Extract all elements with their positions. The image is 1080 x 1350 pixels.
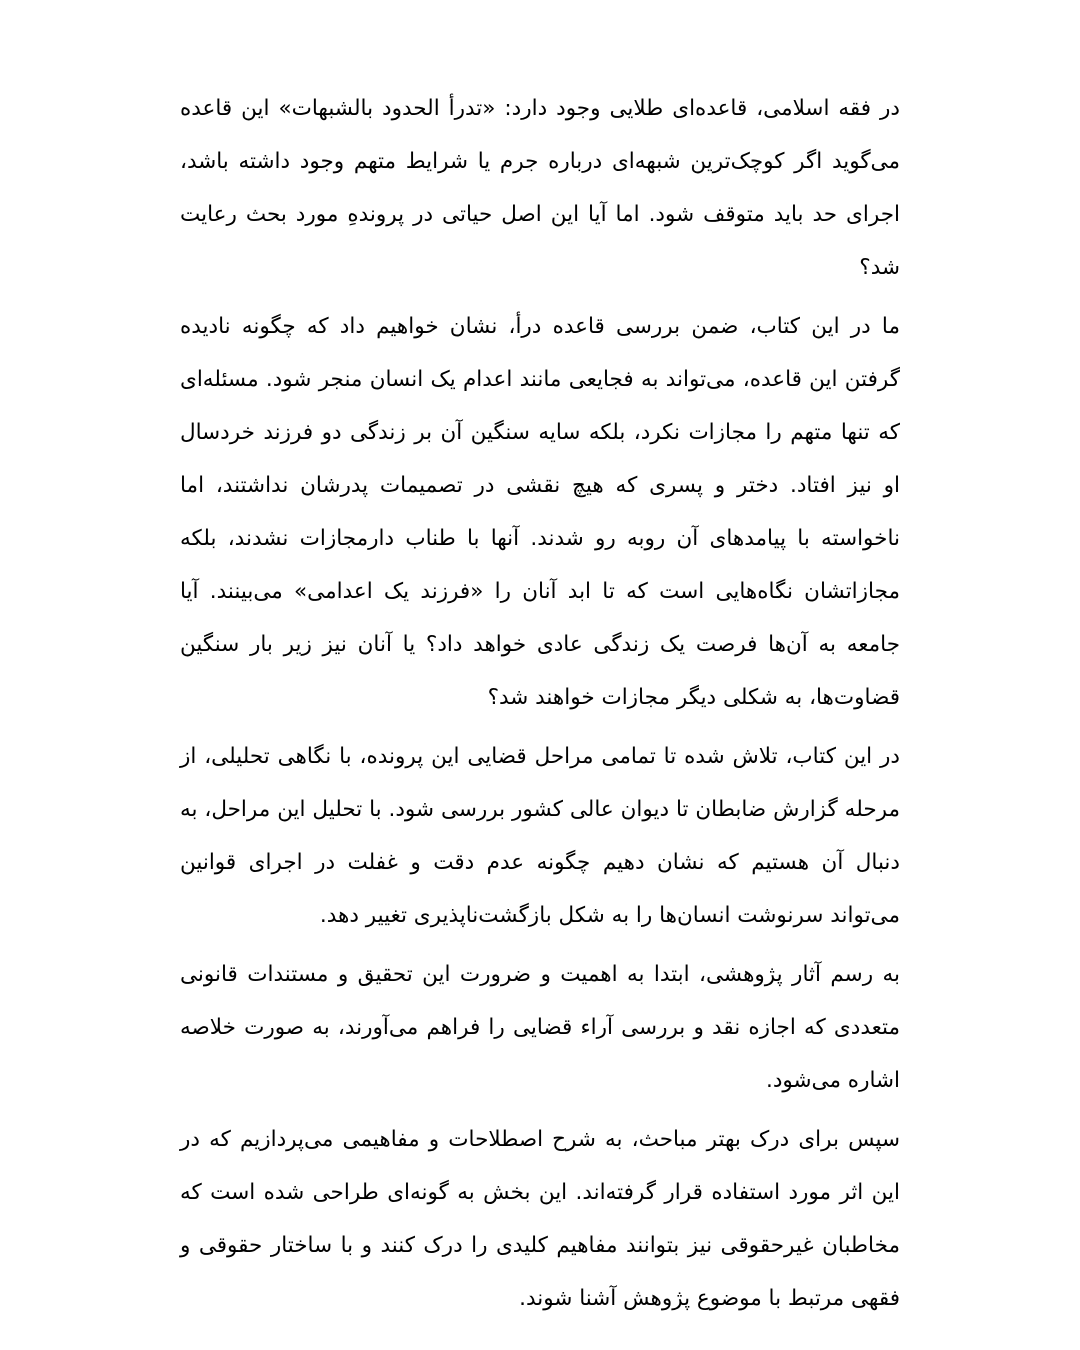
paragraph-1: در فقه اسلامی، قاعده‌ای طلایی وجود دارد: «تدرأ الحدود بالشبهات» این قاعده می‌گوید اگر کوچک‌ترین شبهه‌ای درباره جرم یا شرایط متهم وجود داشته باشد، اجرای حد باید متوقف شود. اما آیا این اصل حیاتی در پرونده‌ِ مورد بحث رعایت شد؟	[180, 96, 900, 280]
paragraph-2: ما در این کتاب، ضمن بررسی قاعده درأ، نشان خواهیم داد که چگونه نادیده گرفتن این قاعده، می‌تواند به فجایعی مانند اعدام یک انسان منجر شود. مسئله‌ای که تنها متهم را مجازات نکرد، بلکه سایه سنگین آن بر زندگی دو فرزند خردسال او نیز افتاد. دختر و پسری که هیچ نقشی در تصمیمات پدرشان نداشتند، اما ناخواسته با پیامدهای آن روبه رو شدند. آنها با طناب دارمجازات نشدند، بلکه مجازاتشان نگاه‌هایی است که تا ابد آنان را «فرزند یک اعدامی» می‌بینند. آیا جامعه به آن‌ها فرصت یک زندگی عادی خواهد داد؟ یا آنان نیز زیر بار سنگین قضاوت‌ها، به شکلی دیگر مجازات خواهند شد؟	[180, 314, 900, 710]
paragraph-3: در این کتاب، تلاش شده تا تمامی مراحل قضایی این پرونده، با نگاهی تحلیلی، از مرحله گزارش ضابطان تا دیوان عالی کشور بررسی شود. با تحلیل این مراحل، به دنبال آن هستیم که نشان دهیم چگونه عدم دقت و غفلت در اجرای قوانین می‌تواند سرنوشت انسان‌ها را به شکل بازگشت‌ناپذیری تغییر دهد.	[180, 744, 900, 928]
paragraph-4: به رسم آثار پژوهشی، ابتدا به اهمیت و ضرورت این تحقیق و مستندات قانونی متعددی که اجازه نقد و بررسی آراء قضایی را فراهم می‌آورند، به صورت خلاصه اشاره می‌شود.	[180, 962, 900, 1093]
paragraph-5: سپس برای درک بهتر مباحث، به شرح اصطلاحات و مفاهیمی می‌پردازیم که در این اثر مورد استفاده قرار گرفته‌اند. این بخش به گونه‌ای طراحی شده است که مخاطبان غیرحقوقی نیز بتوانند مفاهیم کلیدی را درک کنند و با ساختار حقوقی و فقهی مرتبط با موضوع پژوهش آشنا شوند.	[180, 1127, 900, 1311]
document-page	[180, 82, 900, 1331]
